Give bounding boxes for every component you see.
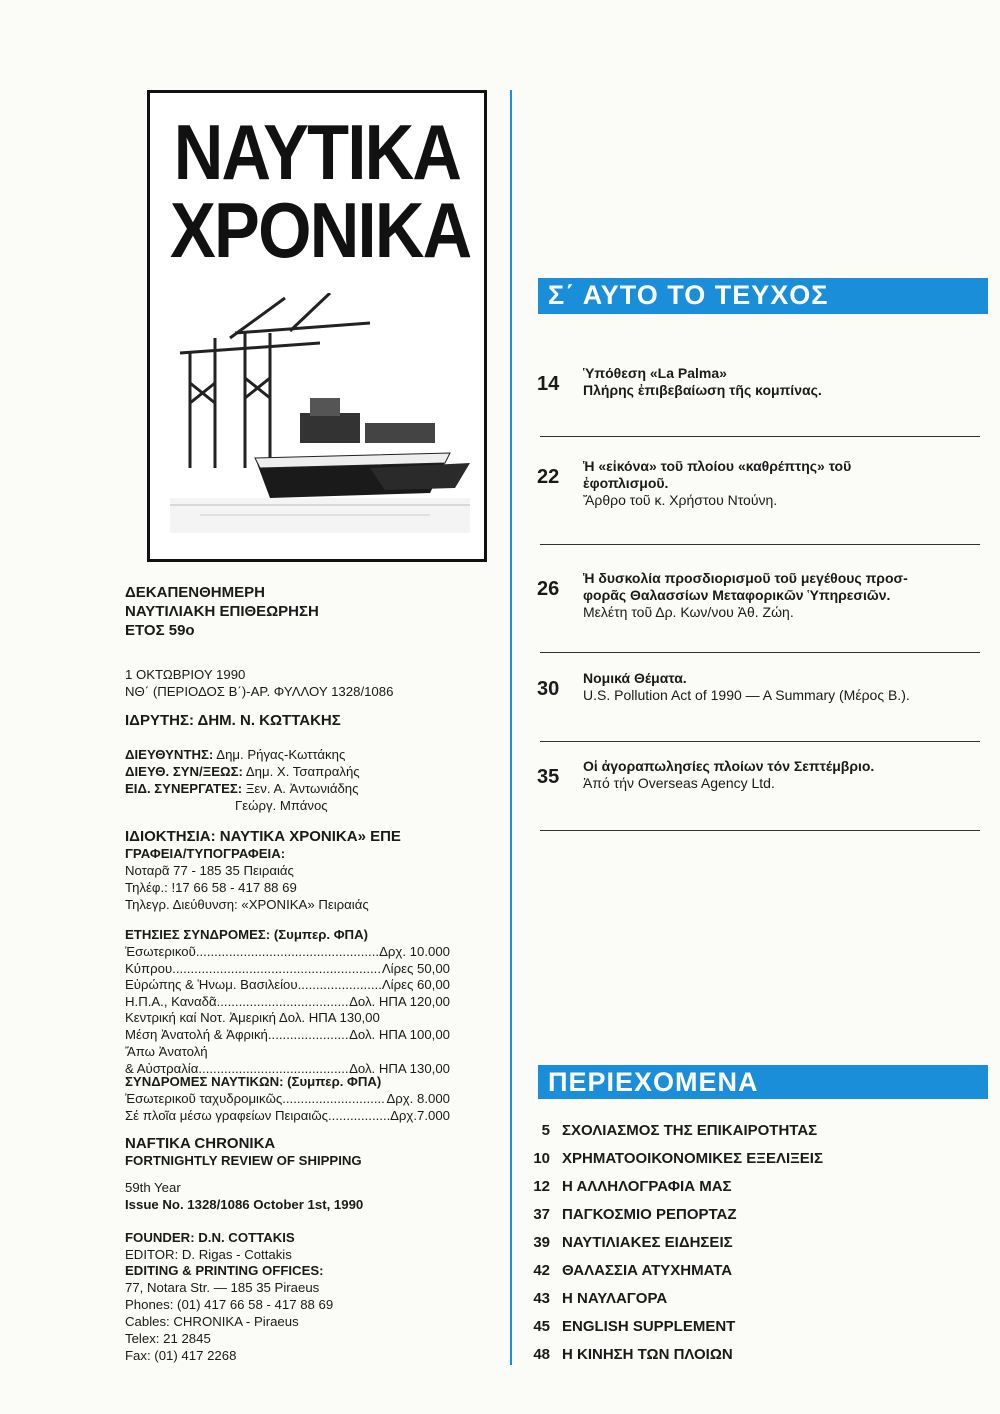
- entry-divider: [540, 830, 980, 831]
- contents-item: [520, 1290, 667, 1307]
- english-year: 59th Year: [125, 1180, 181, 1195]
- staff-editor: ΔΙΕΥΘ. ΣΥΝ/ΞΕΩΣ: Δημ. Χ. Τσαπραλής: [125, 764, 360, 779]
- issue-entry-page: 35: [537, 766, 560, 788]
- contents-item: [520, 1234, 733, 1251]
- contents-title: ΠΕΡΙΕΧΟΜΕΝΑ: [538, 1065, 988, 1099]
- english-issue: Issue No. 1328/1086 October 1st, 1990: [125, 1197, 364, 1212]
- ownership-offices: ΓΡΑΦΕΙΑ/ΤΥΠΟΓΡΑΦΕΙΑ:: [125, 846, 286, 861]
- contents-item-label: ΣΧΟΛΙΑΣΜΟΣ ΤΗΣ ΕΠΙΚΑΙΡΟΤΗΤΑΣ: [562, 1122, 818, 1139]
- english-name: NAFTIKA CHRONIKA: [125, 1135, 276, 1152]
- issue-entry-text: Οἱ ἀγοραπωλησίες πλοίων τόν Σεπτέμβριο. Ἀπό τήν Overseas Agency Ltd.: [583, 758, 875, 791]
- issue-entry-text: Ἡ δυσκολία προσδιορισμοῦ τοῦ μεγέθους προσ- φορᾶς Θαλασσίων Μεταφορικῶν Ὑπηρεσιῶν. Μελέτη τοῦ Δρ. Κων/νου Ἀθ. Ζώη.: [583, 570, 908, 620]
- port-cranes-ship-illustration: [170, 293, 470, 533]
- english-subtitle: FORTNIGHTLY REVIEW OF SHIPPING: [125, 1153, 362, 1168]
- english-address: 77, Notara Str. — 185 35 Piraeus: [125, 1280, 320, 1295]
- english-phones: Phones: (01) 417 66 58 - 417 88 69: [125, 1297, 334, 1312]
- subscriptions-header: ΕΤΗΣΙΕΣ ΣΥΝΔΡΟΜΕΣ: (Συμπερ. ΦΠΑ): [125, 927, 368, 942]
- masthead-box: [147, 90, 487, 562]
- seamen-rates: [125, 1091, 450, 1124]
- contents-item-label: ΝΑΥΤΙΛΙΑΚΕΣ ΕΙΔΗΣΕΙΣ: [562, 1234, 733, 1251]
- contents-item: [520, 1318, 735, 1335]
- issue-entry-text: Ὑπόθεση «La Palma» Πλήρης ἐπιβεβαίωση τῆς κομπίνας.: [583, 365, 822, 398]
- contents-item: [520, 1122, 817, 1139]
- issue-entry-text: Ἡ «εἰκόνα» τοῦ πλοίου «καθρέπτης» τοῦ ἐφοπλισμοῦ. Ἄρθρο τοῦ κ. Χρήστου Ντούνη.: [583, 458, 852, 508]
- rate-central: Κεντρική καί Νοτ. Ἀμερική Δολ. ΗΠΑ 130,00: [125, 1010, 380, 1025]
- english-founder: FOUNDER: D.N. COTTAKIS: [125, 1230, 295, 1245]
- seamen-rate-row: Ἐσωτερικοῦ ταχυδρομικῶς ..... Δρχ. 8.000: [125, 1091, 450, 1108]
- entry-divider: [540, 741, 980, 742]
- contents-item: [520, 1178, 732, 1195]
- contents-item-page: 45: [533, 1318, 550, 1335]
- ownership-telegram: Τηλεγρ. Διεύθυνση: «ΧΡΟΝΙΚΑ» Πειραιάς: [125, 897, 369, 912]
- entry-divider: [540, 652, 980, 653]
- contents-item-label: Η ΑΛΛΗΛΟΓΡΑΦΙΑ ΜΑΣ: [562, 1178, 732, 1195]
- issue-entry-page: 14: [537, 373, 560, 395]
- issue-entry-page: 26: [537, 578, 560, 600]
- rate-row: Κύπρου ..... Λίρες 50,00: [125, 961, 450, 978]
- entry-divider: [540, 544, 980, 545]
- contents-item-label: ENGLISH SUPPLEMENT: [562, 1318, 736, 1335]
- rate-row: Ἐσωτερικοῦ ..... Δρχ. 10.000: [125, 944, 450, 961]
- seamen-rate-row: Σέ πλοῖα μέσω γραφείων Πειραιῶς ..... Δρχ.7.000: [125, 1108, 450, 1125]
- english-offices: EDITING & PRINTING OFFICES:: [125, 1263, 324, 1278]
- contents-item-page: 5: [541, 1122, 550, 1139]
- contents-item-label: Η ΚΙΝΗΣΗ ΤΩΝ ΠΛΟΙΩΝ: [562, 1346, 733, 1363]
- rate-fareast-line1: Ἄπω Ἀνατολή: [125, 1044, 208, 1059]
- issue-entry-page: 22: [537, 466, 560, 488]
- entry-divider: [540, 436, 980, 437]
- ownership-owner: ΙΔΙΟΚΤΗΣΙΑ: ΝΑΥΤΙΚΑ ΧΡΟΝΙΚΑ» ΕΠΕ: [125, 828, 401, 845]
- staff-director: ΔΙΕΥΘΥΝΤΗΣ: Δημ. Ρήγας-Κωττάκης: [125, 747, 346, 762]
- rate-row: Εὐρώπης & Ἡνωμ. Βασιλείου ..... Λίρες 60,00: [125, 977, 450, 994]
- contents-item-page: 48: [533, 1346, 550, 1363]
- contents-item-page: 37: [533, 1206, 550, 1223]
- masthead-title-line2: ΧΡΟΝΙΚΑ: [170, 186, 471, 274]
- pub-date: 1 ΟΚΤΩΒΡΙΟΥ 1990: [125, 667, 246, 682]
- contents-item-page: 10: [533, 1150, 550, 1167]
- contents-item: [520, 1346, 733, 1363]
- contents-item-page: 39: [533, 1234, 550, 1251]
- contents-item: [520, 1262, 732, 1279]
- english-editor: EDITOR: D. Rigas - Cottakis: [125, 1247, 292, 1262]
- subscription-rates: [125, 944, 450, 1010]
- masthead-title-line1: ΝΑΥΤΙΚΑ: [173, 108, 461, 196]
- column-divider: [510, 90, 512, 1365]
- staff-special: ΕΙΔ. ΣΥΝΕΡΓΑΤΕΣ: Ξεν. Α. Ἀντωνιάδης: [125, 781, 359, 796]
- contents-item-label: ΧΡΗΜΑΤΟΟΙΚΟΝΟΜΙΚΕΣ ΕΞΕΛΙΞΕΙΣ: [562, 1150, 823, 1167]
- english-fax: Fax: (01) 417 2268: [125, 1348, 237, 1363]
- contents-item: [520, 1206, 737, 1223]
- ownership-phone: Τηλέφ.: !17 66 58 - 417 88 69: [125, 880, 297, 895]
- contents-item: [520, 1150, 823, 1167]
- contents-item-label: ΘΑΛΑΣΣΙΑ ΑΤΥΧΗΜΑΤΑ: [562, 1262, 733, 1279]
- seamen-header: ΣΥΝΔΡΟΜΕΣ ΝΑΥΤΙΚΩΝ: (Συμπερ. ΦΠΑ): [125, 1074, 382, 1089]
- staff-special2: Γεώργ. Μπάνος: [235, 798, 328, 813]
- english-cables: Cables: CHRONIKA - Piraeus: [125, 1314, 299, 1329]
- rate-fareast: & Αὐστραλία ..... Δολ. ΗΠΑ 130,00: [125, 1061, 450, 1078]
- ownership-address: Νοταρᾶ 77 - 185 35 Πειραιάς: [125, 863, 294, 878]
- pub-line2: ΝΑΥΤΙΛΙΑΚΗ ΕΠΙΘΕΩΡΗΣΗ: [125, 603, 319, 620]
- pub-founder: ΙΔΡΥΤΗΣ: ΔΗΜ. Ν. ΚΩΤΤΑΚΗΣ: [125, 712, 341, 729]
- issue-entry-text: Νομικά Θέματα. U.S. Pollution Act of 1990 — A Summary (Μέρος Β.).: [583, 670, 910, 703]
- contents-item-page: 12: [533, 1178, 550, 1195]
- pub-line1: ΔΕΚΑΠΕΝΘΗΜΕΡΗ: [125, 584, 265, 601]
- contents-item-label: ΠΑΓΚΟΣΜΙΟ ΡΕΠΟΡΤΑΖ: [562, 1206, 737, 1223]
- issue-entry-page: 30: [537, 678, 560, 700]
- pub-line3: ΕΤΟΣ 59ο: [125, 622, 195, 639]
- contents-item-label: Η ΝΑΥΛΑΓΟΡΑ: [562, 1290, 668, 1307]
- rate-row: Η.Π.Α., Καναδᾶ ..... Δολ. ΗΠΑ 120,00: [125, 994, 450, 1011]
- rate-mideast: Μέση Ἀνατολή & Ἀφρική ..... Δολ. ΗΠΑ 100,00: [125, 1027, 450, 1044]
- pub-issue: ΝΘ΄ (ΠΕΡΙΟΔΟΣ Β΄)-ΑΡ. ΦΥΛΛΟΥ 1328/1086: [125, 684, 394, 699]
- in-this-issue-title: Σ΄ ΑΥΤΟ ΤΟ ΤΕΥΧΟΣ: [538, 278, 988, 314]
- english-telex: Telex: 21 2845: [125, 1331, 211, 1346]
- contents-item-page: 42: [533, 1262, 550, 1279]
- contents-item-page: 43: [533, 1290, 550, 1307]
